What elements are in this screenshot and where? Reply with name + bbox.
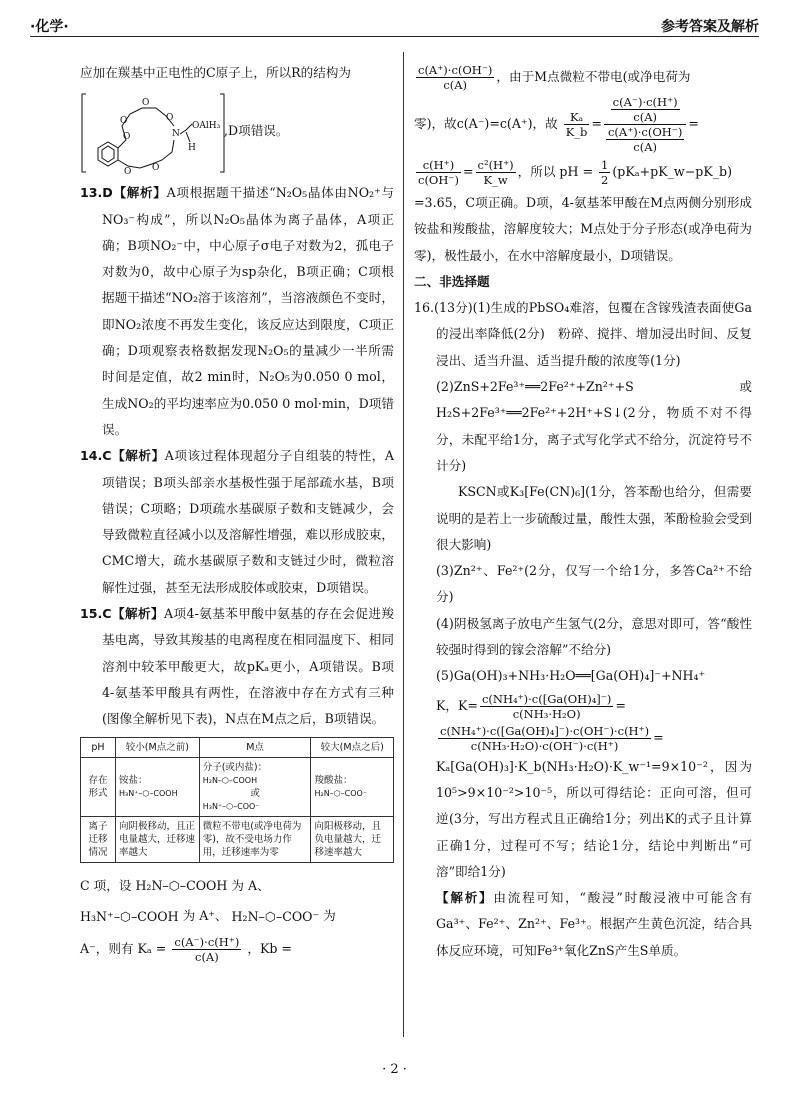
q16-k-expression: K，K= $\frac{\text{c(NH₄⁺)·c([Ga(OH)₄]⁻)}}{\text{c(NH₃·H₂O)}}$ = — [436, 691, 626, 721]
structure-r — [80, 90, 394, 176]
svg-text:H: H — [188, 143, 196, 154]
q16-part2b: KSCN或K₃[Fe(CN)₆](1分，答苯酚也给分，但需要说明的是若上一步硫酸过量，酸性太强，苯酚检验会受到很大影响) — [436, 484, 752, 552]
svg-text:O: O — [124, 167, 132, 177]
q16-part1: 16.(13分)(1)生成的PbSO₄难溶，包覆在含镓残渣表面使Ga的浸出率降低(2分) 粉碎、搅拌、增加浸出时间、反复浸出、适当升温、适当提升酸的浓度等(1分) — [414, 300, 752, 368]
svg-text:O: O — [142, 98, 150, 109]
table-header: 较小(M点之前) — [116, 737, 200, 757]
svg-text:O: O — [152, 163, 160, 174]
kb-fraction: $\frac{c(A^+)\cdot c(OH^-)}{c(A)}$ — [418, 63, 493, 92]
kb-line: $\frac{c(A^+)\cdot c(OH^-)}{c(A)}$ ，由于M点微粒不带电(或净电荷为 — [418, 63, 691, 92]
q15-answer: 15.C【解析】A项4-氨基苯甲酸中氨基的存在会促进羧基电离，导致其羧基的电离程度在相同温度下、相同溶剂中较苯甲酸更大，故pKₐ更小，A项错误。B项4-氨基苯甲酸具有两性，在溶液中存在方式有三种(图像全解析见下表)，N点在M点之后，B项错误。 — [80, 606, 394, 727]
section-heading: 二、非选择题 — [414, 273, 490, 289]
ka-kb-fraction: $\frac{\text{Kₐ}}{K\_b}$ — [565, 110, 588, 139]
c-item-line3: A⁻，则有 Kₐ = $\frac{c(A^-)\cdot c(H^+)}{c(A)}$ ，Kb = — [80, 934, 292, 964]
left-column — [80, 60, 394, 966]
intro-end: ,D项错误。 — [224, 123, 289, 139]
table-cell: 向阴极移动，且正电量越大，迁移速率越大 — [116, 816, 200, 862]
zwitterion-form: H₃N⁺–⬡–COO⁻ — [202, 801, 260, 811]
c-d-conclusion: =3.65，C项正确。D项，4-氨基苯甲酸在M点两侧分别形成铵盐和羧酸盐，溶解度较大；M点处于分子形态(或净电荷为零)，极性最小，在水中溶解度最小，D项错误。 — [414, 195, 752, 263]
right-column — [414, 60, 752, 964]
molecule-a-minus: H₂N–⬡–COO⁻ — [231, 908, 320, 924]
species-table — [80, 737, 394, 863]
carboxylate-form: H₂N–⬡–COO⁻ — [314, 788, 368, 798]
header-title: 参考答案及解析 — [661, 19, 759, 35]
table-cell: 向阳极移动，且负电量越大，迁移速率越大 — [311, 816, 394, 862]
table-cell: 分子(或内盐)： H₂N–⬡–COOH 或 H₃N⁺–⬡–COO⁻ — [199, 757, 311, 816]
table-cell: 羧酸盐： H₂N–⬡–COO⁻ — [311, 757, 394, 816]
q16-k-result: Kₐ[Ga(OH)₃]·K_b(NH₃·H₂O)·K_w⁻¹=9×10⁻²，因为10⁵>9×10⁻²>10⁻⁵，所以可得结论：正向可溶，但可逆(3分，写出方程式且正确给1分；列出K的式子且计算正确1分，过程可不写；结论1分，结论中判断出“可溶”即给1分) — [436, 758, 752, 879]
column-divider — [403, 52, 404, 1037]
header-subject: ·化学· — [30, 19, 69, 35]
row-head: 离子迁移情况 — [81, 816, 116, 862]
q16-part4: (4)阴极氢离子放电产生氢气(2分，意思对即可，答“酸性较强时得到的镓会溶解”不给分) — [436, 615, 752, 658]
table-header: pH — [81, 737, 116, 757]
ratio-line: 零)，故c(A⁻)=c(A⁺)，故 $\frac{\text{Kₐ}}{K\_b}$ = $\frac{\frac{c(A^-)\cdot c(H^+)}{c(A)}}{\frac{c(A^+)\cdot c(OH^-)}{c(A)}}$ = — [414, 95, 699, 154]
table-cell: 微粒不带电(或净电荷为零)，故不受电场力作用，迁移速率为零 — [199, 816, 311, 862]
ammonium-form: H₃N⁺–⬡–COOH — [119, 788, 178, 798]
row-head: 存在形式 — [81, 757, 116, 816]
molecule-form: H₂N–⬡–COOH — [202, 775, 258, 785]
q16-k-expansion: $\frac{\text{c(NH₄⁺)·c([Ga(OH)₄]⁻)·c(OH⁻)·c(H⁺)}}{\text{c(NH₃·H₂O)·c(OH⁻)·c(H⁺)}}$ = — [440, 723, 664, 753]
c-item-line1: C 项，设 H₂N–⬡–COOH 为 A、 — [80, 871, 394, 902]
molecule-a-plus: H₃N⁺–⬡–COOH — [80, 908, 179, 924]
table-row — [81, 757, 394, 816]
structure-label: OAlH₃ — [192, 121, 221, 132]
molecule-a: H₂N–⬡–COOH — [135, 878, 228, 894]
ratio-fraction: $\frac{\frac{c(A^-)\cdot c(H^+)}{c(A)}}{\frac{c(A^+)\cdot c(OH^-)}{c(A)}}$ — [604, 95, 686, 154]
q13-answer: 13.D【解析】A项根据题干描述“N₂O₅晶体由NO₂⁺与NO₃⁻构成”，所以N₂O₅晶体为离子晶体，A项正确；B项NO₂⁻中，中心原子σ电子对数为2，孤电子对数为0，故中心原子为sp杂化，B项正确；C项根据题干描述“NO₂溶于该溶剂”，当溶液颜色不变时，即NO₂浓度不再发生变化，该反应达到限度，C项正确；D项观察表格数据发现N₂O₅的量减少一半所需时间是定值，故2 min时，N₂O₅为0.050 0 mol，生成NO₂的平均速率应为0.050 0 mol·min，D项错误。 — [80, 185, 395, 437]
q16-part2: (2)ZnS+2Fe³⁺══2Fe²⁺+Zn²⁺+S或H₂S+2Fe³⁺══2Fe²⁺+2H⁺+S↓(2分，物质不对不得分，未配平给1分，离子式写化学式不给分，沉淀符号不计分) — [436, 379, 752, 473]
page-number: · 2 · — [382, 1062, 407, 1077]
table-header: 较大(M点之后) — [311, 737, 394, 757]
svg-text:N: N — [172, 129, 180, 140]
table-row — [81, 816, 394, 862]
c-item-line2: H₃N⁺–⬡–COOH 为 A⁺、 H₂N–⬡–COO⁻ 为 — [80, 901, 394, 932]
q16-analysis: 【解析】由流程可知，“酸浸”时酸浸液中可能含有Ga³⁺、Fe²⁺、Zn²⁺、Fe³⁺。根据产生黄色沉淀，结合具体反应环境，可知Fe³⁺氧化ZnS产生S单质。 — [436, 890, 752, 958]
ka-fraction: $\frac{c(A^-)\cdot c(H^+)}{c(A)}$ — [174, 934, 240, 964]
q14-answer: 14.C【解析】A项该过程体现超分子自组装的特性，A项错误；B项头部亲水基极性强于尾部疏水基，B项错误；C项略；D项疏水基碳原子数和支链减少，会导致微粒直径减小以及溶解性增强，难以形成胶束，CMC增大，疏水基碳原子数和支链过少时，微粒溶解性过强，甚至无法形成胶体或胶束，D项错误。 — [80, 448, 394, 595]
svg-text:O: O — [166, 113, 174, 124]
svg-text:O: O — [120, 116, 128, 127]
table-cell: 铵盐： H₃N⁺–⬡–COOH — [116, 757, 200, 816]
table-header: M点 — [199, 737, 311, 757]
page-header — [30, 14, 759, 37]
svg-text:O: O — [123, 132, 131, 143]
q16-part5: (5)Ga(OH)₃+NH₃·H₂O══[Ga(OH)₄]⁻+NH₄⁺ — [436, 668, 706, 684]
ph-line: $\frac{c(H^+)}{c(OH^-)}$ = $\frac{\text{c²(H⁺)}}{K\_w}$ ，所以 pH = $\frac{1}{2}$ (pKₐ+pK_w−pK_b) — [418, 158, 733, 187]
intro-text: 应加在羰基中正电性的C原子上，所以R的结构为 — [80, 65, 351, 80]
table-header-row — [81, 737, 394, 757]
q16-part3: (3)Zn²⁺、Fe²⁺(2分，仅写一个给1分，多答Ca²⁺不给分) — [436, 563, 752, 605]
